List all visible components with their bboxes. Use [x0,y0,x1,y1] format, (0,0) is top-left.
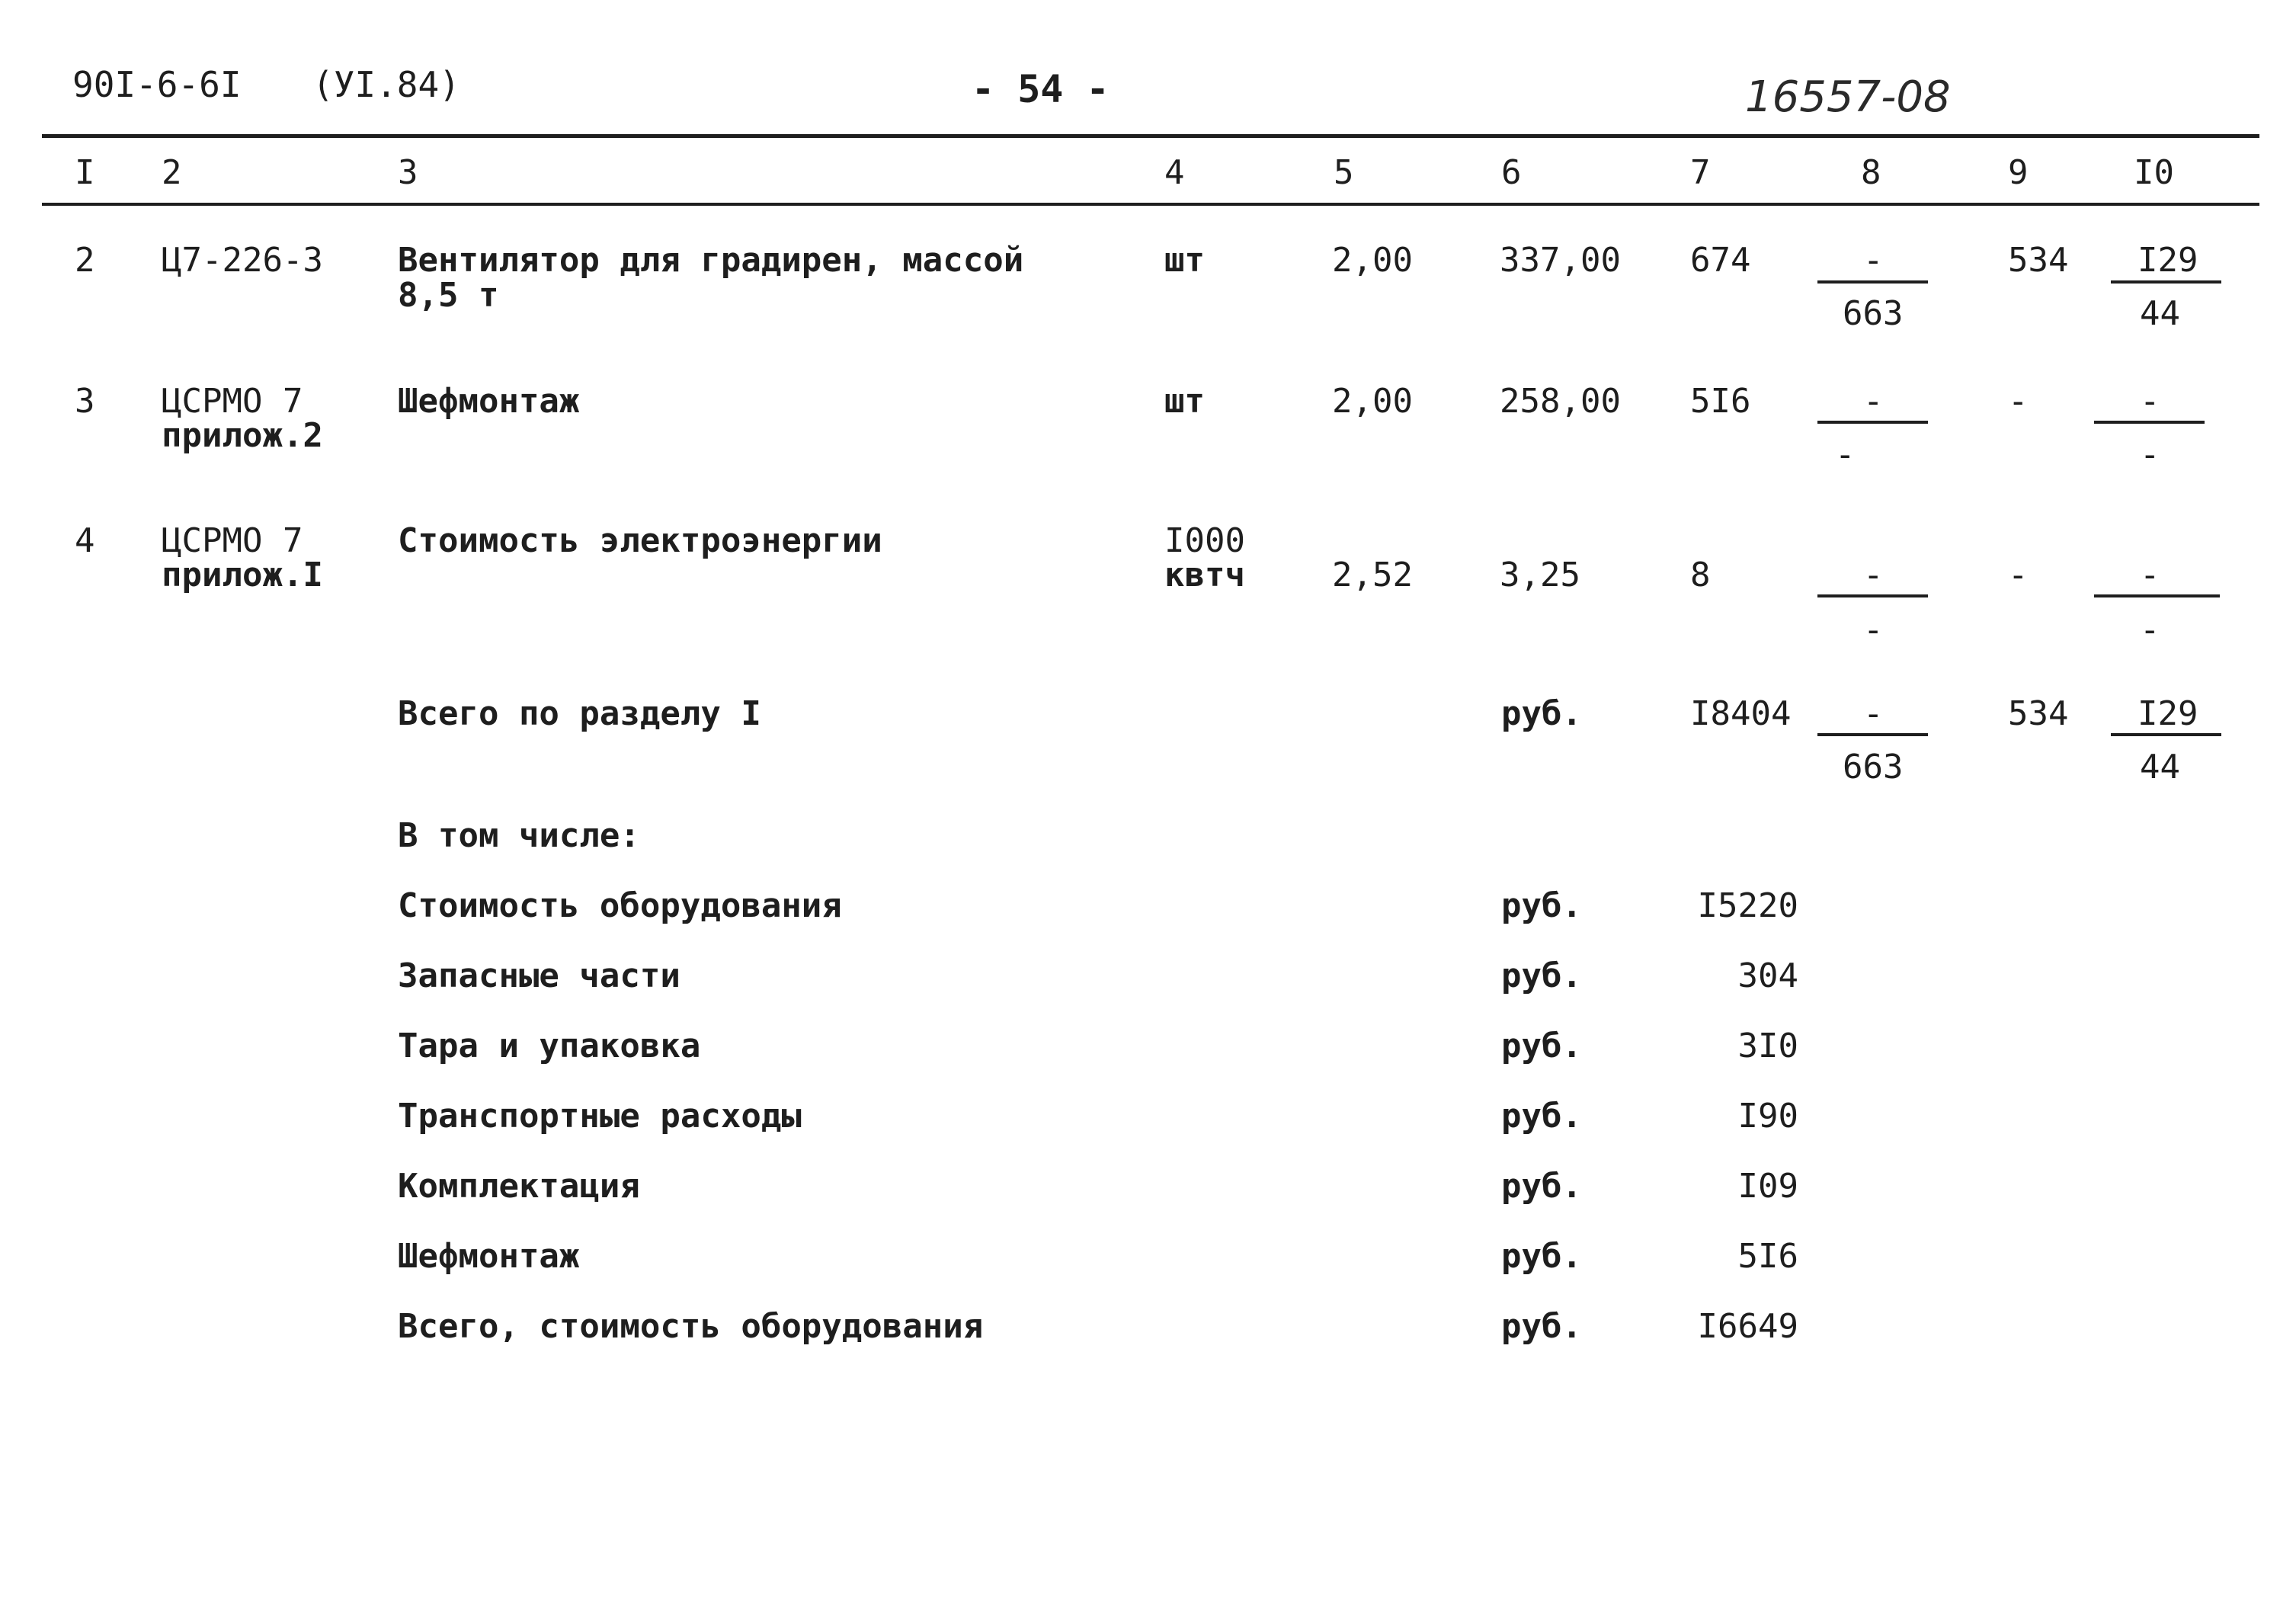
col8-fraction-bar [1817,733,1928,736]
col8-numerator: - [1863,556,1884,594]
col10-numerator: - [2140,556,2160,594]
col8-numerator: - [1863,241,1884,280]
breakdown-unit: руб. [1501,886,1582,925]
col8-denominator: 663 [1843,748,1904,786]
col10-fraction-bar [2094,421,2205,424]
unit-price: 3,25 [1500,556,1580,594]
total-cost: 674 [1690,241,1751,280]
col8-fraction-bar [1817,280,1928,284]
total-cost: 5I6 [1690,382,1751,421]
col10-fraction-bar [2111,280,2221,284]
item-name: Стоимость электроэнергии [398,521,882,560]
price-code-line1: ЦСРМО 7 [162,382,303,421]
col8-numerator: - [1863,382,1884,421]
section-total-unit: руб. [1501,694,1582,733]
col10-numerator: I29 [2137,694,2198,733]
price-code-line2: прилож.2 [162,416,323,455]
col-header-3: 3 [398,153,418,192]
breakdown-value: I6649 [1697,1307,1798,1346]
document-code: 90I-6-6I [72,64,242,105]
breakdown-unit: руб. [1501,1027,1582,1065]
unit: шт [1164,382,1205,421]
col8-denominator: - [1863,610,1884,649]
quantity: 2,00 [1332,241,1413,280]
unit: шт [1164,241,1205,280]
header-bottom-rule [42,203,2259,206]
col10-denominator: - [2140,610,2160,649]
item-name: Шефмонтаж [398,382,580,421]
col-header-8: 8 [1861,153,1881,192]
col10-fraction-bar [2094,594,2220,597]
col9-value: - [2008,556,2029,594]
breakdown-value: I5220 [1697,886,1798,925]
quantity: 2,52 [1332,556,1413,594]
breakdown-label: Всего, стоимость оборудования [398,1307,984,1346]
total-cost: 8 [1690,556,1711,594]
col9-value: - [2008,382,2029,421]
breakdown-label: Запасные части [398,956,680,995]
col-header-1: I [75,153,95,192]
breakdown-value: 304 [1737,956,1798,995]
item-name-line2: 8,5 т [398,276,499,315]
col9-value: 534 [2008,241,2069,280]
row-number: 4 [75,521,95,560]
breakdown-value: 3I0 [1737,1027,1798,1065]
price-code-line2: прилож.I [162,556,323,594]
breakdown-label: Стоимость оборудования [398,886,842,925]
col10-denominator: - [2140,435,2160,474]
breakdown-value: 5I6 [1737,1237,1798,1276]
including-label: В том числе: [398,816,640,855]
col-header-9: 9 [2008,153,2029,192]
col9-value: 534 [2008,694,2069,733]
header-top-rule [42,134,2259,138]
section-total-label: Всего по разделу I [398,694,761,733]
price-code-line1: ЦСРМО 7 [162,521,303,560]
breakdown-value: I90 [1737,1097,1798,1136]
row-number: 2 [75,241,95,280]
breakdown-unit: руб. [1501,1097,1582,1136]
section-total-cost: I8404 [1690,694,1792,733]
col8-denominator: 663 [1843,294,1904,333]
unit-line1: I000 [1164,521,1245,560]
col-header-7: 7 [1690,153,1711,192]
breakdown-unit: руб. [1501,1167,1582,1206]
breakdown-unit: руб. [1501,1307,1582,1346]
col10-denominator: 44 [2140,748,2180,786]
breakdown-unit: руб. [1501,956,1582,995]
unit-price: 258,00 [1500,382,1621,421]
col8-denominator: - [1835,435,1856,474]
col10-denominator: 44 [2140,294,2180,333]
row-number: 3 [75,382,95,421]
col8-fraction-bar [1817,594,1928,597]
col-header-5: 5 [1334,153,1354,192]
document-date: (УI.84) [312,64,460,105]
unit-price: 337,00 [1500,241,1621,280]
col-header-10: I0 [2134,153,2174,192]
breakdown-label: Транспортные расходы [398,1097,802,1136]
breakdown-label: Тара и упаковка [398,1027,701,1065]
breakdown-label: Шефмонтаж [398,1237,580,1276]
col10-fraction-bar [2111,733,2221,736]
archive-number: 16557-08 [1745,72,1951,122]
item-name-line1: Вентилятор для градирен, массой [398,241,1024,280]
price-code: Ц7-226-3 [162,241,323,280]
breakdown-value: I09 [1737,1167,1798,1206]
col8-fraction-bar [1817,421,1928,424]
col10-numerator: - [2140,382,2160,421]
page-number: - 54 - [972,67,1110,111]
unit-line2: квтч [1164,556,1245,594]
col10-numerator: I29 [2137,241,2198,280]
col-header-2: 2 [162,153,182,192]
col8-numerator: - [1863,694,1884,733]
breakdown-label: Комплектация [398,1167,640,1206]
quantity: 2,00 [1332,382,1413,421]
breakdown-unit: руб. [1501,1237,1582,1276]
col-header-4: 4 [1164,153,1185,192]
col-header-6: 6 [1501,153,1522,192]
